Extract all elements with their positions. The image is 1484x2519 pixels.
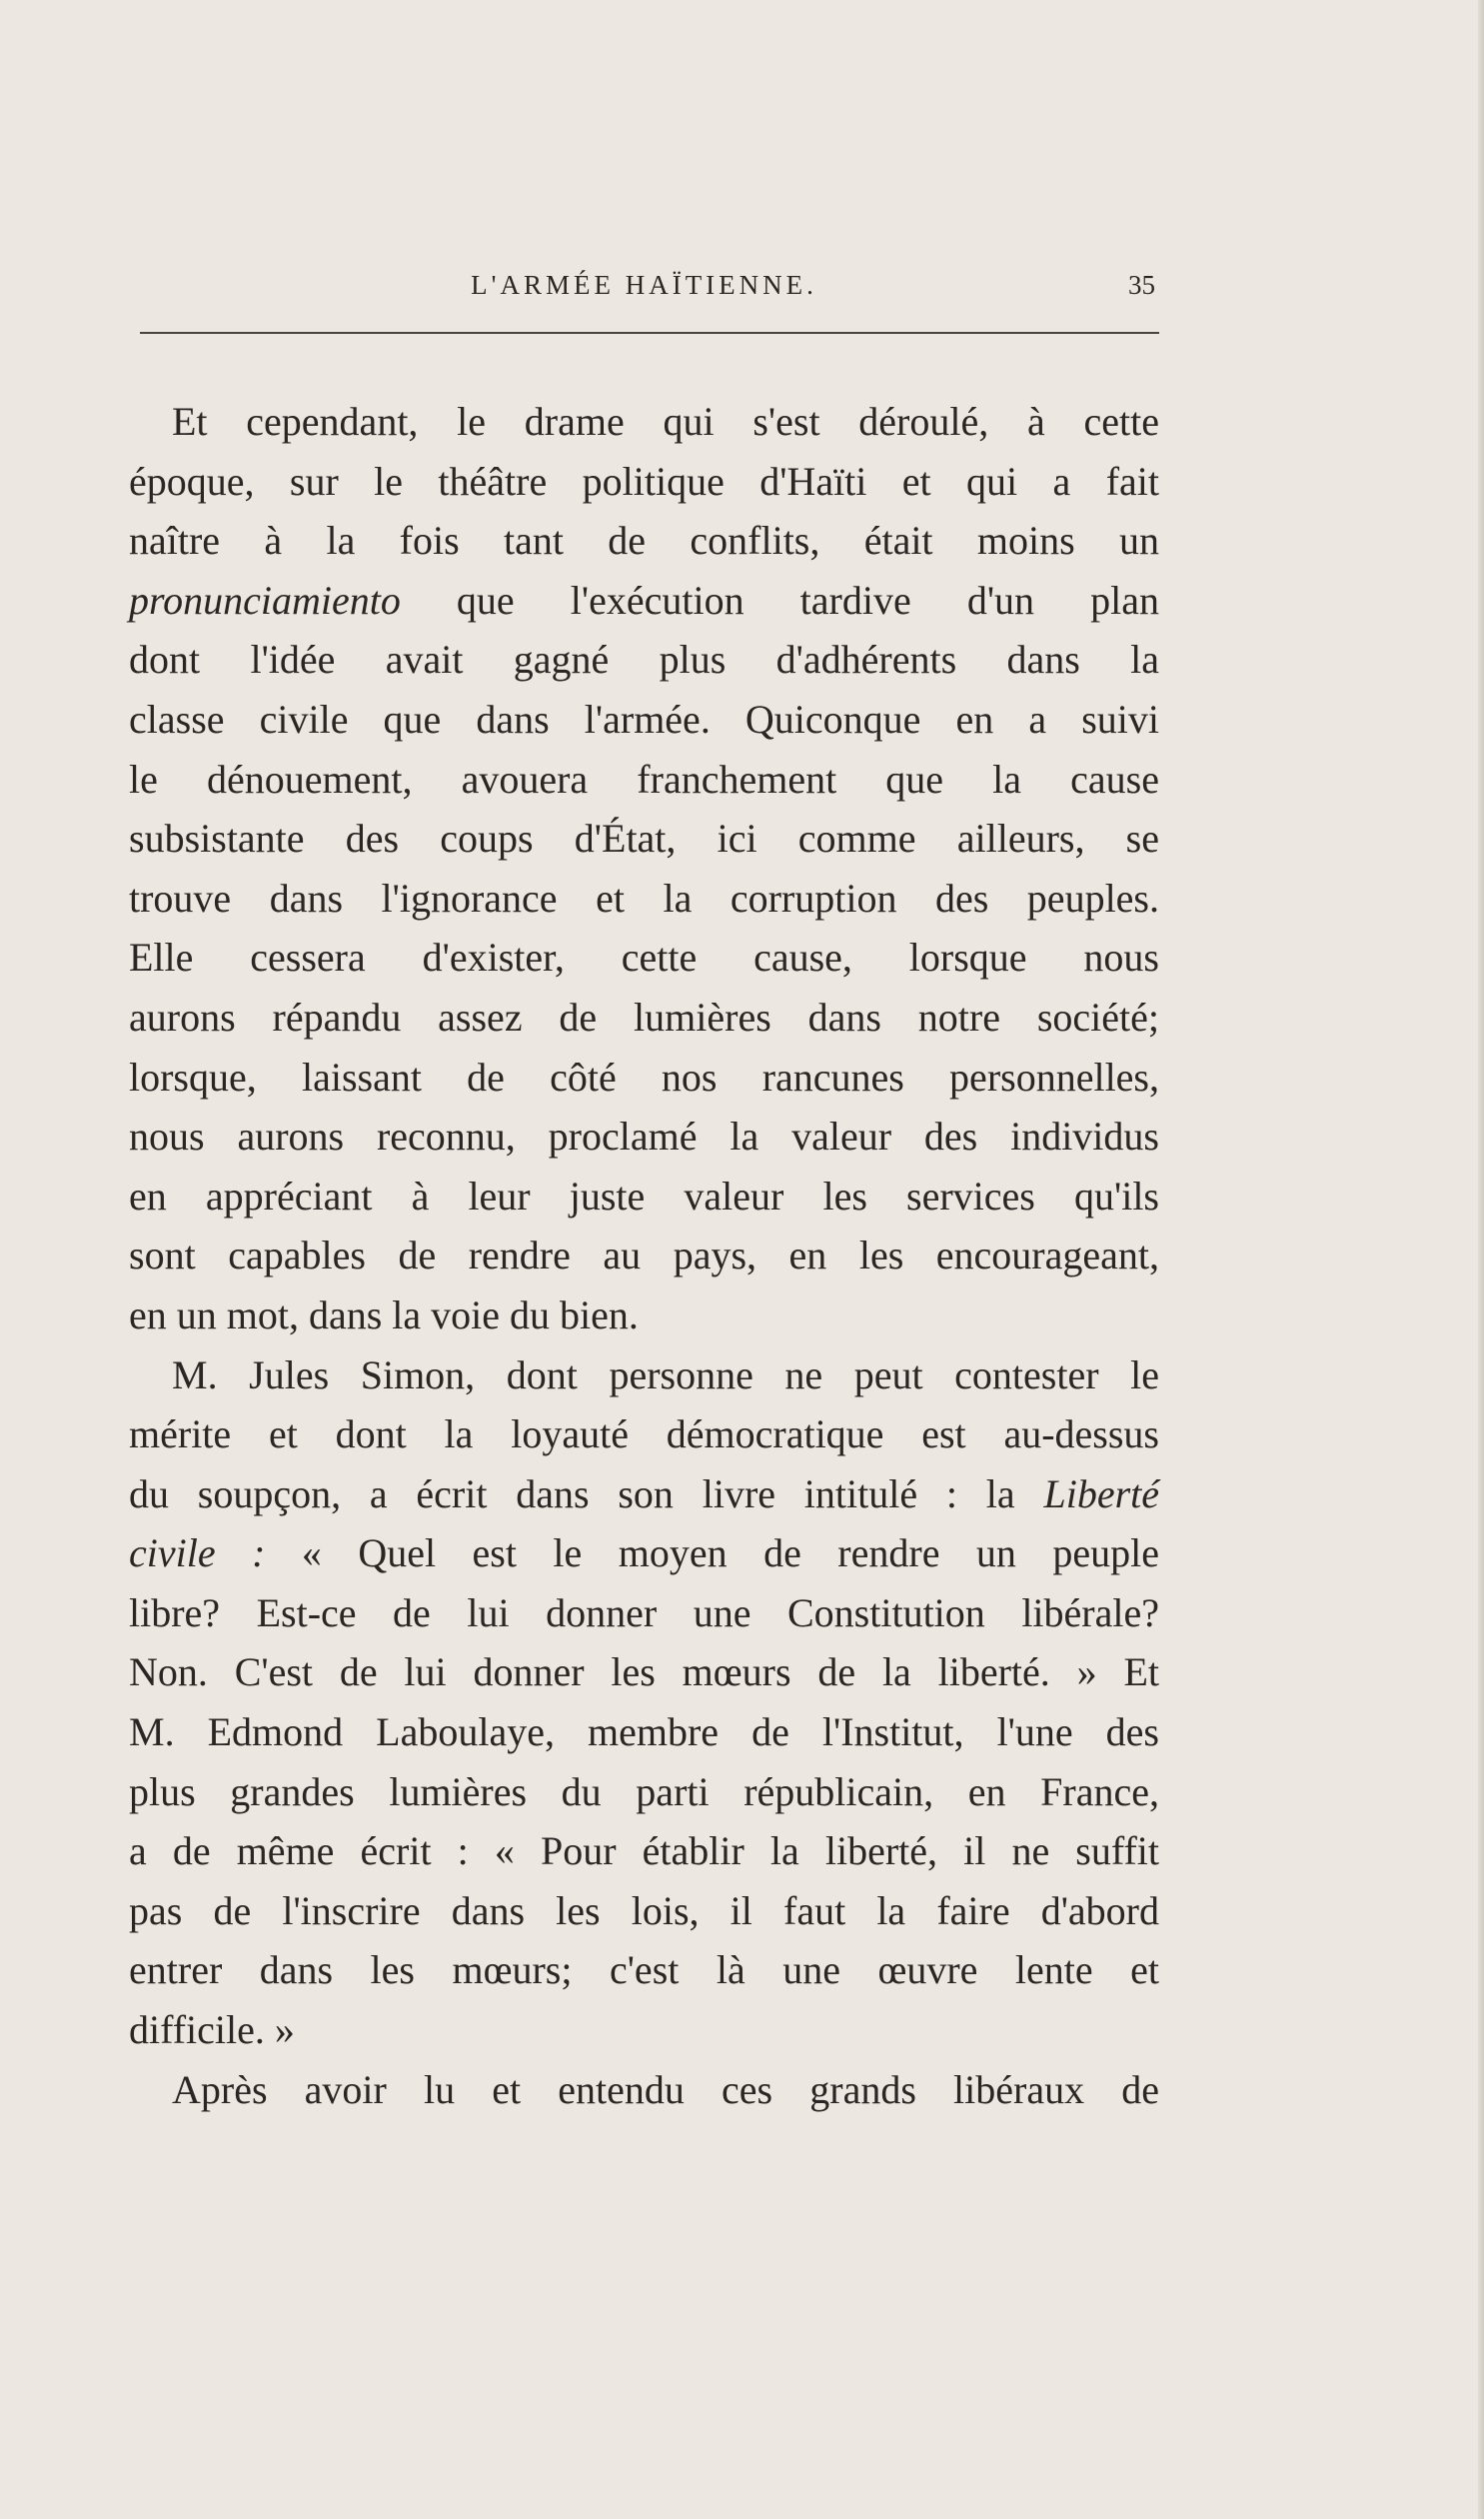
running-head bbox=[129, 264, 1159, 308]
text-line bbox=[129, 809, 1159, 869]
page-edge bbox=[1478, 0, 1484, 2519]
text-line bbox=[129, 1345, 1159, 1405]
text-segment: Et cependant, le drame qui s'est déroulé, à cette bbox=[172, 399, 1159, 444]
text-segment: Elle cessera d'exister, cette cause, lorsque nous bbox=[129, 935, 1159, 981]
text-line bbox=[129, 690, 1159, 750]
text-line bbox=[129, 452, 1159, 512]
text-line bbox=[129, 2000, 1159, 2060]
text-segment: subsistante des coups d'État, ici comme ailleurs, se bbox=[129, 816, 1159, 862]
text-line bbox=[129, 1048, 1159, 1108]
body-text bbox=[129, 392, 1159, 2119]
text-segment: nous aurons reconnu, proclamé la valeur des individus bbox=[129, 1114, 1159, 1160]
text-line bbox=[129, 1167, 1159, 1227]
page-number: 35 bbox=[1128, 270, 1155, 300]
text-segment: trouve dans l'ignorance et la corruption des peuples. bbox=[129, 875, 1159, 921]
text-line bbox=[129, 1642, 1159, 1702]
text-line bbox=[129, 1762, 1159, 1822]
text-segment: libre? Est-ce de lui donner une Constitution libérale? bbox=[129, 1589, 1159, 1635]
text-segment: lorsque, laissant de côté nos rancunes personnelles, bbox=[129, 1054, 1159, 1100]
text-line bbox=[129, 571, 1159, 631]
header-rule bbox=[140, 332, 1159, 334]
text-segment: plus grandes lumières du parti républicain, en France, bbox=[129, 1768, 1159, 1814]
text-segment: en un mot, dans la voie du bien. bbox=[129, 1291, 639, 1337]
running-title: L'ARMÉE HAÏTIENNE. bbox=[471, 270, 817, 300]
text-line bbox=[129, 750, 1159, 810]
text-segment: mérite et dont la loyauté démocratique est au-dessus bbox=[129, 1411, 1159, 1457]
text-segment: « Quel est le moyen de rendre un peuple bbox=[265, 1530, 1159, 1576]
text-segment: a de même écrit : « Pour établir la liberté, il ne suffit bbox=[129, 1828, 1159, 1874]
text-segment: en appréciant à leur juste valeur les services qu'ils bbox=[129, 1173, 1159, 1219]
text-segment: pas de l'inscrire dans les lois, il faut la faire d'abord bbox=[129, 1887, 1159, 1933]
text-line bbox=[129, 511, 1159, 571]
text-segment: sont capables de rendre au pays, en les encourageant, bbox=[129, 1233, 1159, 1278]
text-line bbox=[129, 1583, 1159, 1643]
text-line bbox=[129, 1940, 1159, 2000]
text-line bbox=[129, 2060, 1159, 2120]
text-line bbox=[129, 1464, 1159, 1524]
text-line bbox=[129, 1226, 1159, 1285]
text-line bbox=[129, 1821, 1159, 1881]
text-segment: Non. C'est de lui donner les mœurs de la liberté. » Et bbox=[129, 1649, 1159, 1695]
text-segment: M. Edmond Laboulaye, membre de l'Institut, l'une des bbox=[129, 1709, 1159, 1755]
text-segment: Après avoir lu et entendu ces grands libéraux de bbox=[172, 2066, 1159, 2112]
text-line bbox=[129, 1107, 1159, 1167]
text-line bbox=[129, 392, 1159, 452]
text-line bbox=[129, 928, 1159, 988]
text-segment: du soupçon, a écrit dans son livre intitulé : la bbox=[129, 1470, 1044, 1516]
text-segment: M. Jules Simon, dont personne ne peut contester le bbox=[172, 1351, 1159, 1397]
text-segment: aurons répandu assez de lumières dans notre société; bbox=[129, 994, 1159, 1040]
text-segment: classe civile que dans l'armée. Quiconque en a suivi bbox=[129, 696, 1159, 742]
text-segment: entrer dans les mœurs; c'est là une œuvre lente et bbox=[129, 1947, 1159, 1993]
text-segment: difficile. » bbox=[129, 2007, 295, 2053]
text-line bbox=[129, 630, 1159, 690]
italic-text: civile : bbox=[129, 1530, 266, 1576]
italic-text: pronunciamiento bbox=[129, 577, 401, 623]
text-segment: époque, sur le théâtre politique d'Haïti et qui a fait bbox=[129, 458, 1159, 504]
text-segment: que l'exécution tardive d'un plan bbox=[400, 577, 1159, 623]
text-line bbox=[129, 1881, 1159, 1941]
text-line bbox=[129, 1523, 1159, 1583]
text-segment: naître à la fois tant de conflits, était moins un bbox=[129, 518, 1159, 564]
text-line bbox=[129, 1702, 1159, 1762]
text-segment: dont l'idée avait gagné plus d'adhérents dans la bbox=[129, 637, 1159, 683]
italic-text: Liberté bbox=[1043, 1470, 1159, 1516]
text-segment: le dénouement, avouera franchement que la cause bbox=[129, 756, 1159, 802]
text-line bbox=[129, 869, 1159, 929]
text-line bbox=[129, 1285, 1159, 1345]
text-line bbox=[129, 988, 1159, 1048]
text-line bbox=[129, 1404, 1159, 1464]
